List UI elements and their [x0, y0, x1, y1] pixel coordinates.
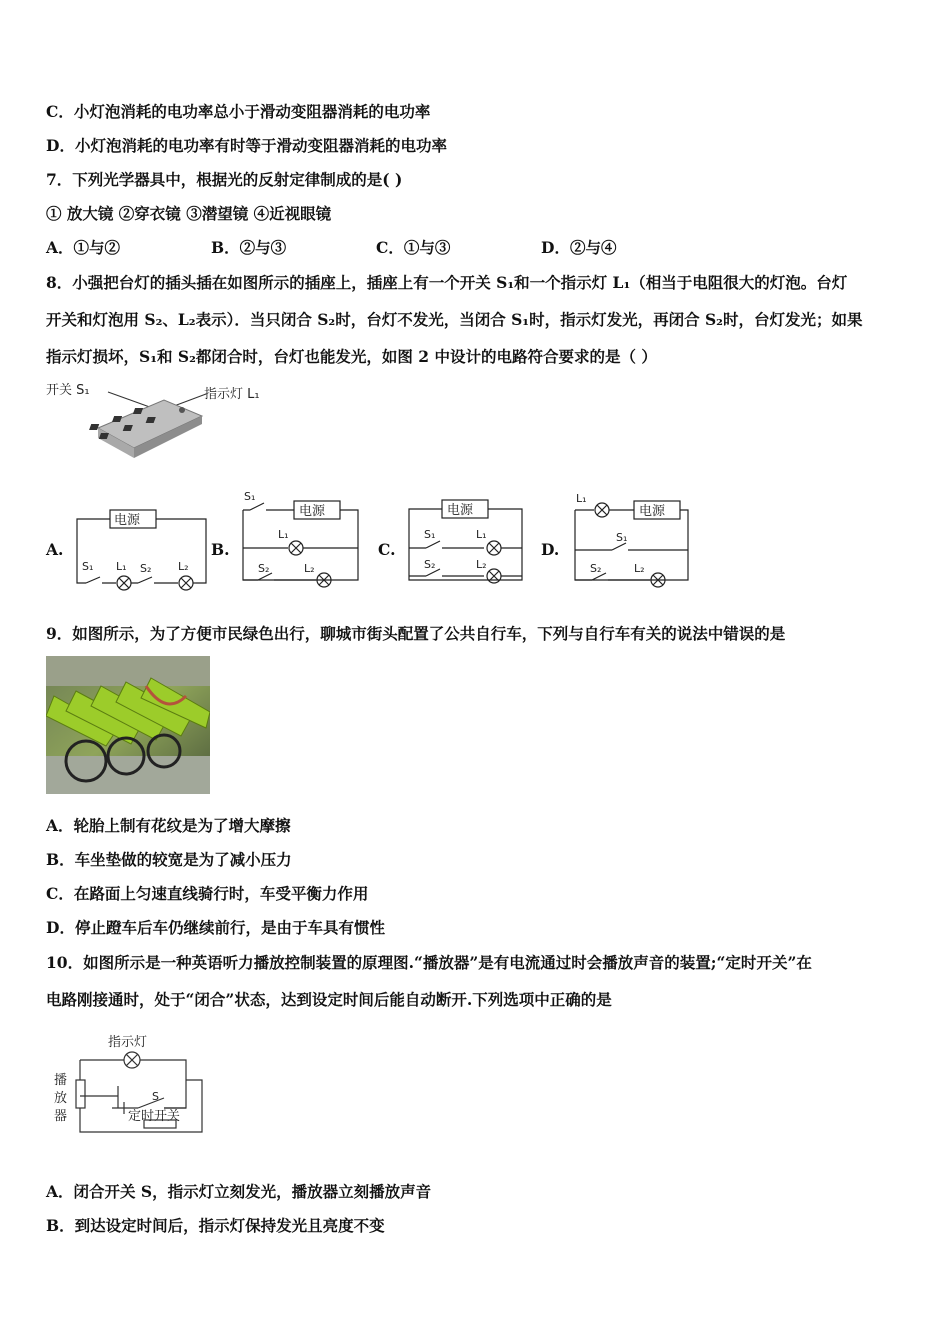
option-a: A．①与② [46, 238, 121, 257]
s2-label: S₂ [424, 558, 436, 571]
l1-label: L₁ [116, 560, 127, 573]
question-8-line1: 8．小强把台灯的插头插在如图所示的插座上，插座上有一个开关 S₁和一个指示灯 L₁（相当于电阻很大的灯泡。台灯 [46, 273, 848, 292]
s1-label: S₁ [616, 531, 628, 544]
switch-label: 开关 S₁ [46, 383, 90, 398]
player-label-1: 播 [54, 1073, 68, 1088]
option-c-q6: C．小灯泡消耗的电功率总小于滑动变阻器消耗的电功率 [46, 102, 431, 121]
l2-label: L₂ [476, 558, 487, 571]
player-label-2: 放 [54, 1091, 68, 1106]
circuit-c [404, 496, 528, 588]
question-7-items: ① 放大镜 ②穿衣镜 ③潜望镜 ④近视眼镜 [46, 204, 332, 223]
socket-figure [46, 378, 286, 470]
circuit-a [72, 505, 212, 591]
light-label: 指示灯 L₁ [204, 387, 260, 402]
s1-label: S₁ [424, 528, 436, 541]
timer-switch-label: 定时开关 [128, 1109, 181, 1124]
l1-label: L₁ [576, 492, 587, 505]
l2-label: L₂ [178, 560, 189, 573]
s1-label: S₁ [244, 490, 256, 503]
light-label: 指示灯 [108, 1035, 148, 1050]
q10-circuit-figure [52, 1024, 212, 1136]
option-b-q10: B．到达设定时间后，指示灯保持发光且亮度不变 [46, 1216, 385, 1235]
power-label: 电源 [299, 504, 326, 519]
question-9: 9．如图所示，为了方便市民绿色出行，聊城市街头配置了公共自行车，下列与自行车有关的说法中错误的是 [46, 624, 786, 643]
l1-label: L₁ [476, 528, 487, 541]
option-a-q10: A．闭合开关 S，指示灯立刻发光，播放器立刻播放声音 [46, 1182, 432, 1201]
circuit-label-c: C. [378, 540, 396, 559]
question-10-line2: 电路刚接通时，处于“闭合”状态，达到设定时间后能自动断开.下列选项中正确的是 [46, 990, 612, 1009]
question-7: 7．下列光学器具中，根据光的反射定律制成的是( ) [46, 170, 403, 189]
power-label: 电源 [639, 504, 666, 519]
l2-label: L₂ [634, 562, 645, 575]
bicycle-photo [46, 656, 210, 794]
circuit-label-a: A. [46, 540, 64, 559]
circuit-label-d: D. [541, 540, 560, 559]
circuit-label-b: B. [211, 540, 230, 559]
option-c-q9: C．在路面上匀速直线骑行时，车受平衡力作用 [46, 884, 369, 903]
s2-label: S₂ [258, 562, 270, 575]
circuit-d [570, 490, 694, 588]
l1-label: L₁ [278, 528, 289, 541]
option-d: D．②与④ [541, 238, 617, 257]
option-a-q9: A．轮胎上制有花纹是为了增大摩擦 [46, 816, 291, 835]
circuit-b [238, 488, 362, 588]
l2-label: L₂ [304, 562, 315, 575]
power-label: 电源 [114, 513, 141, 528]
power-label: 电源 [447, 503, 474, 518]
option-b-q9: B．车坐垫做的较宽是为了减小压力 [46, 850, 292, 869]
option-b: B．②与③ [211, 238, 287, 257]
question-8-line3: 指示灯损坏，S₁和 S₂都闭合时，台灯也能发光，如图 2 中设计的电路符合要求的是（ ） [46, 347, 657, 366]
option-c: C．①与③ [376, 238, 451, 257]
question-8-line2: 开关和灯泡用 S₂、L₂表示）．当只闭合 S₂时，台灯不发光，当闭合 S₁时，指示灯发光，再闭合 S₂时，台灯发光；如果 [46, 310, 863, 329]
s1-label: S₁ [82, 560, 94, 573]
question-10-line1: 10．如图所示是一种英语听力播放控制装置的原理图.“播放器”是有电流通过时会播放声音的装置;“定时开关”在 [46, 953, 812, 972]
s2-label: S₂ [590, 562, 602, 575]
question-7-options [46, 238, 616, 258]
s2-label: S₂ [140, 562, 152, 575]
switch-s-label: S [152, 1090, 159, 1103]
player-label-3: 器 [54, 1109, 68, 1124]
option-d-q6: D．小灯泡消耗的电功率有时等于滑动变阻器消耗的电功率 [46, 136, 447, 155]
option-d-q9: D．停止蹬车后车仍继续前行，是由于车具有惯性 [46, 918, 385, 937]
